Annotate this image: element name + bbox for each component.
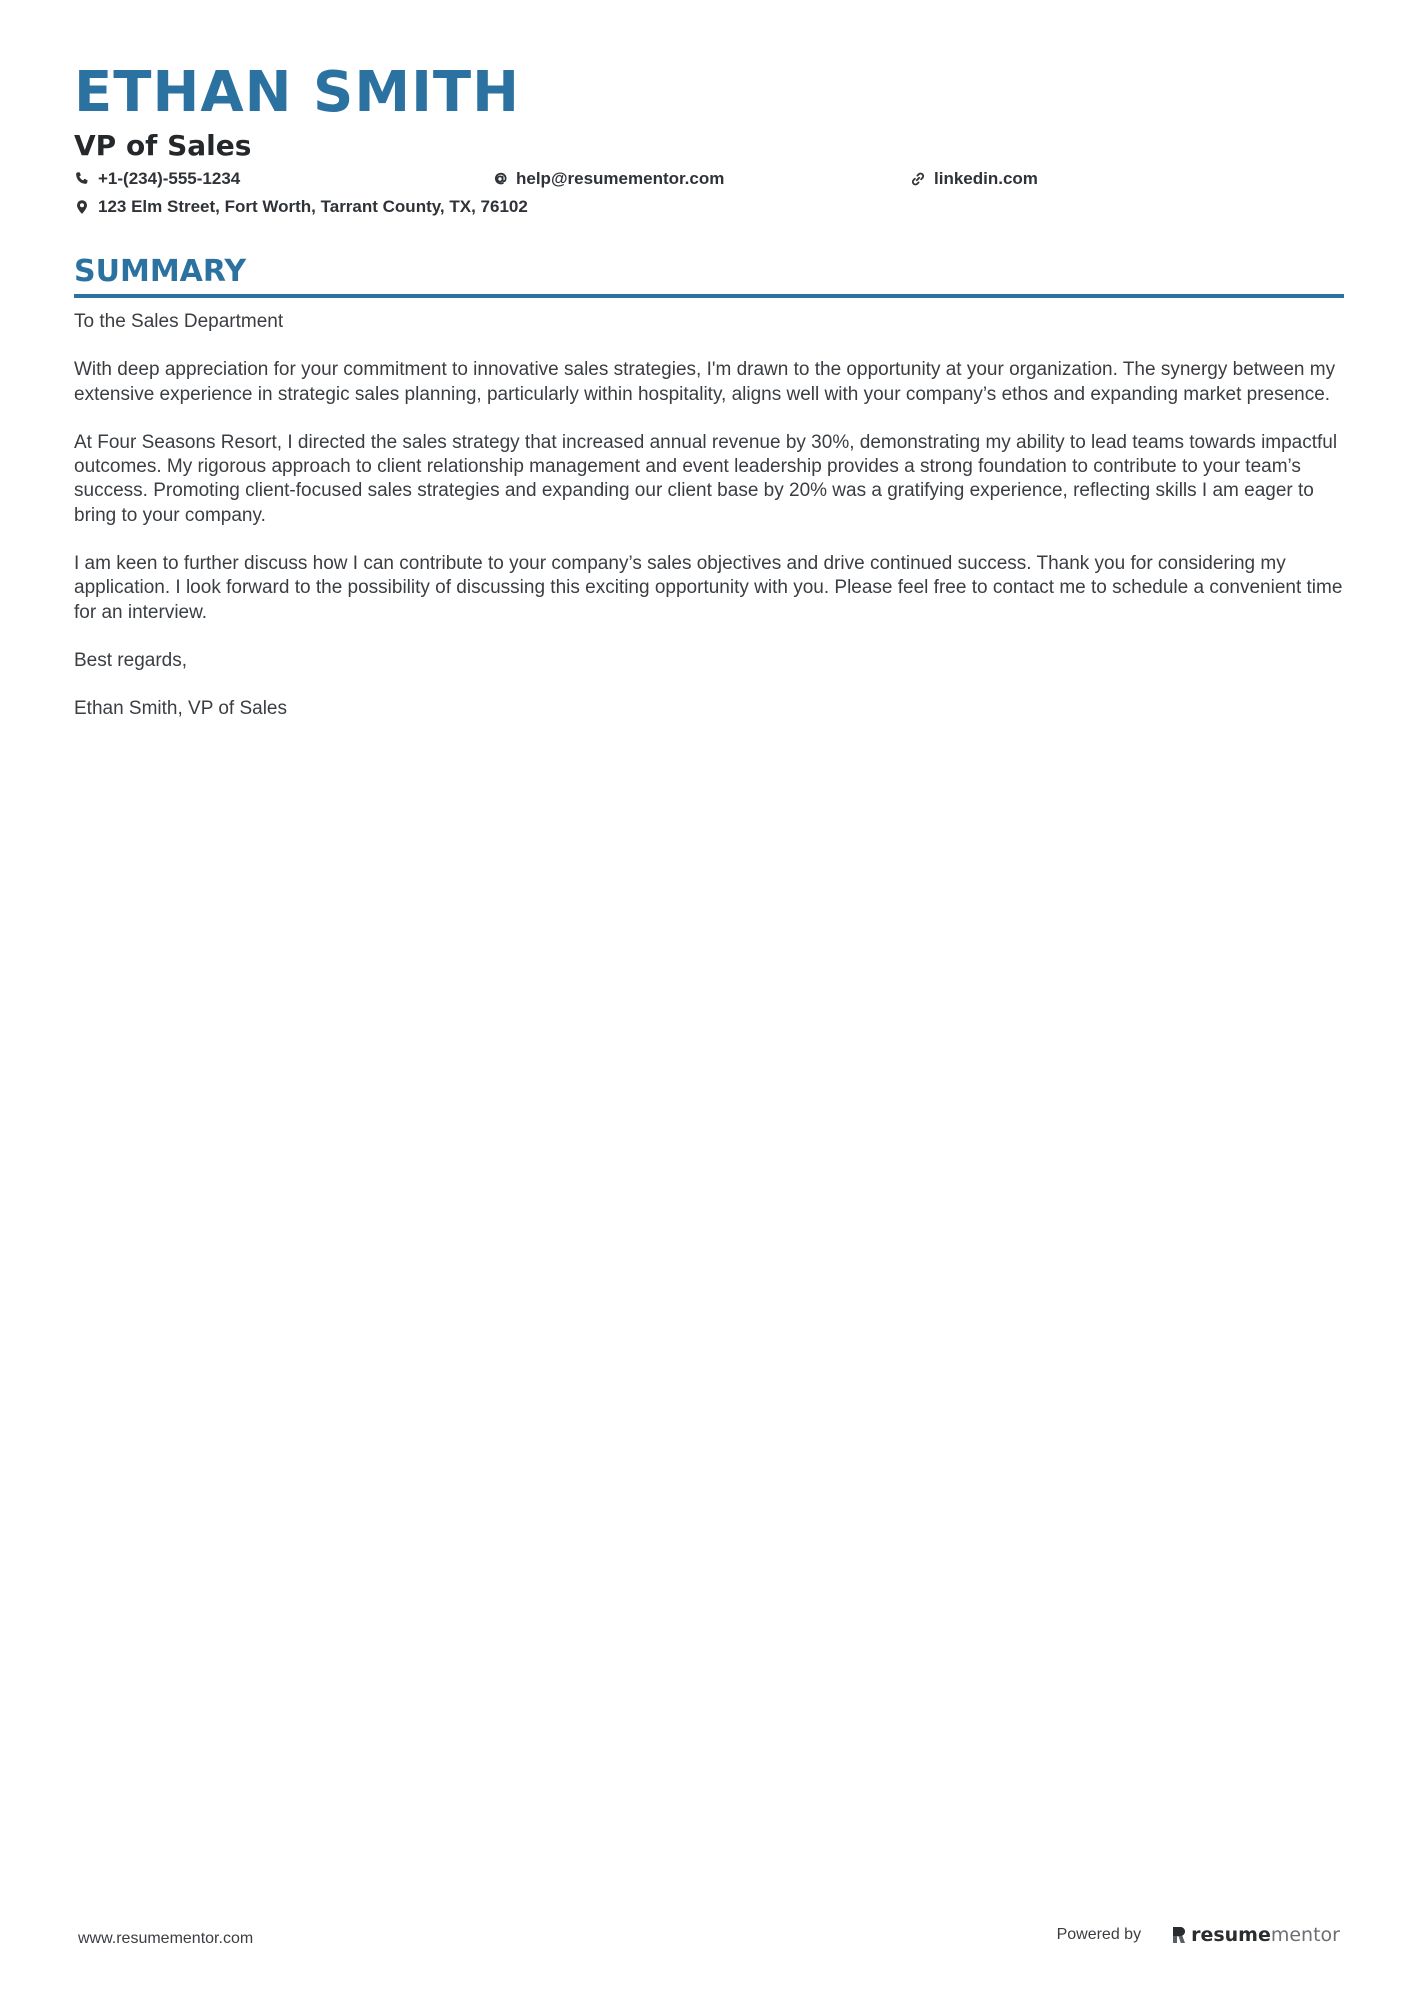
contact-row-2	[74, 194, 1344, 220]
salutation: To the Sales Department	[74, 311, 284, 332]
resumementor-logo[interactable]	[1171, 1924, 1340, 1946]
summary-heading: SUMMARY	[74, 254, 247, 289]
contact-address	[74, 197, 528, 217]
section-divider	[74, 294, 1344, 298]
contact-row-1	[74, 166, 1344, 192]
brand-name-bold: resume	[1191, 1924, 1271, 1946]
resume-page	[74, 58, 1344, 746]
paragraph-2: At Four Seasons Resort, I directed the sales strategy that increased annual revenue by 30%, demonstrating my ability to lead teams towards impactful outcomes. My rigorous approach to client relationship management and event leadership provides a strong foundation to contribute to your team’s success. Promoting client-focused sales strategies and expanding our client base by 20% was a gratifying experience, reflecting skills I am eager to bring to your company.	[74, 431, 1338, 526]
link-icon	[910, 171, 926, 187]
phone-icon	[74, 171, 90, 187]
cover-letter-body	[74, 310, 1344, 722]
candidate-title: VP of Sales	[74, 129, 252, 162]
contact-email	[492, 169, 910, 189]
website-text: linkedin.com	[934, 169, 1038, 188]
brand-name-light: mentor	[1270, 1924, 1340, 1946]
email-text: help@resumementor.com	[516, 169, 725, 188]
location-pin-icon	[74, 199, 90, 215]
footer-branding	[1057, 1924, 1340, 1946]
signature: Ethan Smith, VP of Sales	[74, 698, 287, 720]
candidate-name: ETHAN SMITH	[74, 60, 520, 125]
address-text: 123 Elm Street, Fort Worth, Tarrant County, TX, 76102	[98, 197, 528, 216]
paragraph-1: With deep appreciation for your commitment to innovative sales strategies, I'm drawn to the opportunity at your organization. The synergy between my extensive experience in strategic sales planning, particularly within hospitality, aligns well with your company’s ethos and expanding market presence.	[74, 359, 1336, 405]
closing: Best regards,	[74, 649, 187, 671]
powered-by-label: Powered by	[1056, 1926, 1142, 1943]
phone-text: +1-(234)-555-1234	[98, 169, 241, 188]
at-icon	[492, 171, 508, 187]
resumementor-logo-icon	[1171, 1925, 1187, 1945]
footer-website-link[interactable]: www.resumementor.com	[78, 1930, 254, 1947]
paragraph-3: I am keen to further discuss how I can contribute to your company’s sales objectives and drive continued success. Thank you for considering my application. I look forward to the possibility of discussing this exciting opportunity with you. Please feel free to contact me to schedule a convenient time for an interview.	[74, 553, 1343, 623]
contact-phone	[74, 169, 492, 189]
contact-website	[910, 169, 1038, 189]
